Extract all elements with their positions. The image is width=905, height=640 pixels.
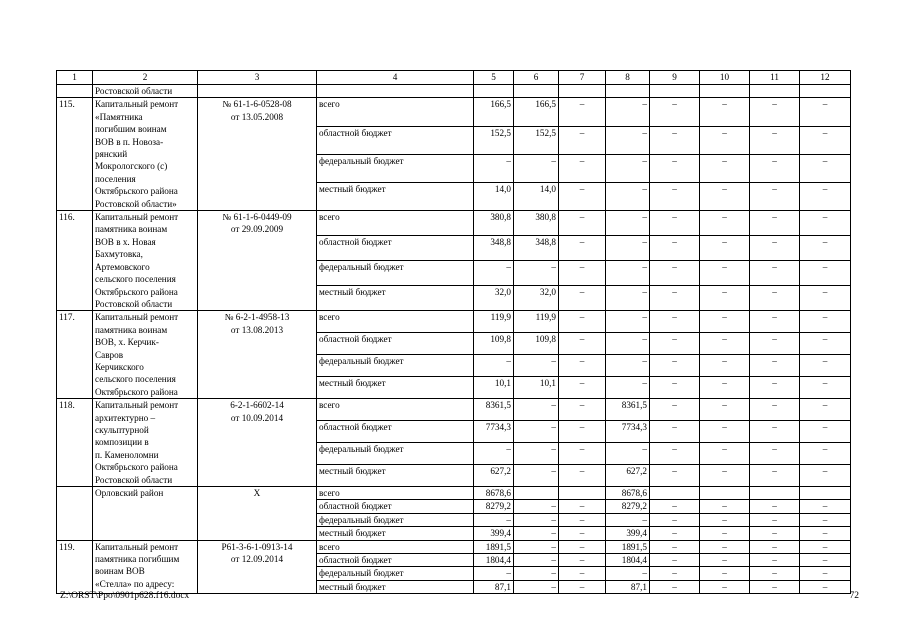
budget-value: 8279,2 <box>606 500 650 513</box>
budget-value: – <box>650 377 700 399</box>
budget-value: – <box>559 465 606 487</box>
budget-value: – <box>559 443 606 465</box>
column-header: 12 <box>800 71 851 85</box>
budget-value: – <box>559 333 606 355</box>
budget-value: 627,2 <box>474 465 514 487</box>
budget-value: 166,5 <box>474 98 514 126</box>
budget-value: – <box>650 421 700 443</box>
budget-value: 348,8 <box>514 236 559 261</box>
budget-value: – <box>800 98 851 126</box>
budget-value: – <box>800 126 851 154</box>
budget-value: – <box>514 554 559 567</box>
budget-value: – <box>606 377 650 399</box>
budget-value: – <box>559 399 606 421</box>
budget-value: – <box>750 211 800 236</box>
empty-cell <box>700 85 750 98</box>
budget-value: – <box>606 98 650 126</box>
budget-row <box>57 211 851 236</box>
budget-value: – <box>606 513 650 526</box>
budget-value: 380,8 <box>474 211 514 236</box>
budget-value: – <box>800 443 851 465</box>
budget-value: – <box>800 399 851 421</box>
budget-value: 1891,5 <box>606 540 650 553</box>
budget-value: – <box>750 98 800 126</box>
column-header: 11 <box>750 71 800 85</box>
budget-row <box>57 98 851 126</box>
budget-value: – <box>606 311 650 333</box>
object-name: Капитальный ремонт памятника воинам ВОВ, х. Керчик- Савров Керчикского сельского поселения Октябрьского района <box>93 311 198 399</box>
budget-value <box>650 487 700 500</box>
budget-value: 1804,4 <box>474 554 514 567</box>
budget-source-label: всего <box>317 311 474 333</box>
budget-value: – <box>559 154 606 182</box>
budget-value: – <box>800 236 851 261</box>
budget-value: – <box>650 355 700 377</box>
budget-value: – <box>750 567 800 580</box>
budget-value: – <box>514 261 559 286</box>
budget-value: – <box>700 182 750 210</box>
budget-value: – <box>559 182 606 210</box>
empty-cell <box>650 85 700 98</box>
budget-value: – <box>514 443 559 465</box>
budget-value: – <box>650 443 700 465</box>
budget-value: 1891,5 <box>474 540 514 553</box>
budget-table <box>56 70 851 594</box>
document-ref: № 61-1-6-0528-08 от 13.05.2008 <box>198 98 317 211</box>
budget-value: – <box>474 513 514 526</box>
budget-source-label: всего <box>317 399 474 421</box>
budget-value <box>700 487 750 500</box>
table-body <box>57 71 851 594</box>
budget-value: – <box>650 311 700 333</box>
budget-value: – <box>514 580 559 593</box>
budget-value: – <box>474 443 514 465</box>
budget-value: – <box>750 399 800 421</box>
empty-cell <box>606 85 650 98</box>
budget-value: 32,0 <box>474 286 514 311</box>
budget-value: – <box>559 126 606 154</box>
budget-value: – <box>800 540 851 553</box>
document-ref: № 6-2-1-4958-13 от 13.08.2013 <box>198 311 317 399</box>
budget-value: – <box>800 513 851 526</box>
budget-value: 152,5 <box>514 126 559 154</box>
budget-source-label: федеральный бюджет <box>317 154 474 182</box>
budget-value: – <box>650 540 700 553</box>
budget-source-label: местный бюджет <box>317 580 474 593</box>
budget-value: 8678,6 <box>474 487 514 500</box>
budget-source-label: всего <box>317 487 474 500</box>
column-header: 8 <box>606 71 650 85</box>
budget-value: – <box>700 211 750 236</box>
budget-source-label: местный бюджет <box>317 465 474 487</box>
budget-value: – <box>474 355 514 377</box>
budget-value: – <box>559 98 606 126</box>
budget-value: – <box>800 355 851 377</box>
budget-value: – <box>800 554 851 567</box>
budget-value <box>800 487 851 500</box>
budget-value: – <box>750 377 800 399</box>
budget-value: – <box>559 311 606 333</box>
budget-value: 109,8 <box>474 333 514 355</box>
empty-cell <box>317 85 474 98</box>
budget-value: – <box>650 513 700 526</box>
budget-source-label: федеральный бюджет <box>317 443 474 465</box>
budget-source-label: областной бюджет <box>317 554 474 567</box>
budget-value: – <box>559 421 606 443</box>
budget-value: 119,9 <box>474 311 514 333</box>
object-name: Орловский район <box>93 487 198 541</box>
budget-value: – <box>606 355 650 377</box>
budget-value: – <box>700 261 750 286</box>
budget-value: – <box>750 540 800 553</box>
budget-value: – <box>650 500 700 513</box>
column-header: 6 <box>514 71 559 85</box>
budget-source-label: местный бюджет <box>317 286 474 311</box>
budget-value: – <box>606 211 650 236</box>
budget-value: 87,1 <box>606 580 650 593</box>
budget-value: 10,1 <box>474 377 514 399</box>
budget-value: – <box>700 355 750 377</box>
budget-value: – <box>559 580 606 593</box>
budget-value: – <box>750 513 800 526</box>
budget-value: – <box>700 236 750 261</box>
budget-value: – <box>750 527 800 540</box>
budget-value: – <box>474 261 514 286</box>
budget-value: – <box>750 421 800 443</box>
budget-value: – <box>700 513 750 526</box>
budget-value: – <box>650 286 700 311</box>
empty-cell <box>198 85 317 98</box>
budget-value: – <box>700 540 750 553</box>
budget-source-label: местный бюджет <box>317 182 474 210</box>
budget-value <box>559 487 606 500</box>
file-path: Z:\ORST\Ppo\0901p628.f16.docx <box>60 591 190 601</box>
continuation-text: Ростовской области <box>93 85 198 98</box>
budget-value: 87,1 <box>474 580 514 593</box>
budget-value: – <box>800 527 851 540</box>
budget-value: – <box>559 513 606 526</box>
object-name: Капитальный ремонт памятника погибшим воинам ВОВ «Стелла» по адресу: <box>93 540 198 594</box>
budget-value: – <box>559 355 606 377</box>
budget-value: – <box>800 154 851 182</box>
budget-value: – <box>700 554 750 567</box>
budget-value: – <box>750 465 800 487</box>
budget-value: – <box>700 311 750 333</box>
budget-value: – <box>700 443 750 465</box>
budget-value: – <box>750 261 800 286</box>
budget-value: – <box>700 377 750 399</box>
budget-value: – <box>800 333 851 355</box>
budget-value: – <box>700 98 750 126</box>
budget-value: – <box>650 580 700 593</box>
budget-value: – <box>559 500 606 513</box>
budget-value: 380,8 <box>514 211 559 236</box>
budget-value: – <box>750 500 800 513</box>
budget-value: 7734,3 <box>606 421 650 443</box>
budget-value: 8361,5 <box>474 399 514 421</box>
document-ref: Х <box>198 487 317 541</box>
object-name: Капитальный ремонт архитектурно – скульптурной композиции в п. Каменоломни Октябрьского района Ростовской области <box>93 399 198 487</box>
budget-value: – <box>750 311 800 333</box>
budget-value: – <box>606 154 650 182</box>
document-ref: № 61-1-6-0449-09 от 29.09.2009 <box>198 211 317 311</box>
budget-value: – <box>700 567 750 580</box>
column-header: 5 <box>474 71 514 85</box>
budget-value: – <box>514 567 559 580</box>
budget-value: 7734,3 <box>474 421 514 443</box>
budget-value: – <box>650 211 700 236</box>
object-name: Капитальный ремонт «Памятника погибшим воинам ВОВ в п. Новоза- рянский Мокрологского (с) поселения Октябрьского района Ростовской области» <box>93 98 198 211</box>
empty-cell <box>514 85 559 98</box>
budget-value: – <box>650 154 700 182</box>
entry-number: 116. <box>57 211 93 311</box>
budget-value: – <box>800 311 851 333</box>
budget-source-label: областной бюджет <box>317 236 474 261</box>
budget-value: – <box>700 465 750 487</box>
budget-value: – <box>650 261 700 286</box>
budget-value: – <box>650 333 700 355</box>
continuation-row <box>57 85 851 98</box>
budget-value: – <box>800 421 851 443</box>
budget-value: 14,0 <box>514 182 559 210</box>
budget-value: 1804,4 <box>606 554 650 567</box>
budget-value: 399,4 <box>474 527 514 540</box>
budget-value: – <box>750 333 800 355</box>
budget-source-label: всего <box>317 540 474 553</box>
budget-value: 119,9 <box>514 311 559 333</box>
budget-value: – <box>606 443 650 465</box>
budget-value: – <box>700 500 750 513</box>
empty-cell <box>559 85 606 98</box>
empty-cell <box>800 85 851 98</box>
empty-cell <box>474 85 514 98</box>
budget-value: 8361,5 <box>606 399 650 421</box>
document-ref: Р61-3-6-1-0913-14 от 12.09.2014 <box>198 540 317 594</box>
budget-value: – <box>800 211 851 236</box>
budget-value: – <box>700 333 750 355</box>
empty-cell <box>750 85 800 98</box>
budget-value: – <box>750 182 800 210</box>
budget-value: – <box>700 421 750 443</box>
budget-value: – <box>800 567 851 580</box>
budget-value: – <box>750 554 800 567</box>
budget-value: – <box>559 540 606 553</box>
budget-source-label: областной бюджет <box>317 421 474 443</box>
budget-value: 627,2 <box>606 465 650 487</box>
budget-value: – <box>514 465 559 487</box>
budget-value: – <box>606 333 650 355</box>
budget-value: – <box>650 554 700 567</box>
budget-value: 10,1 <box>514 377 559 399</box>
budget-row <box>57 487 851 500</box>
budget-value: – <box>750 443 800 465</box>
budget-value: 348,8 <box>474 236 514 261</box>
budget-value: 399,4 <box>606 527 650 540</box>
budget-value: – <box>800 465 851 487</box>
budget-value: – <box>474 154 514 182</box>
budget-value: – <box>559 567 606 580</box>
budget-value: – <box>700 286 750 311</box>
budget-value: – <box>750 286 800 311</box>
budget-row <box>57 540 851 553</box>
budget-value: 8678,6 <box>606 487 650 500</box>
number-cell <box>57 85 93 98</box>
budget-value: – <box>650 465 700 487</box>
header-row <box>57 71 851 85</box>
budget-value: – <box>514 527 559 540</box>
budget-value: – <box>700 527 750 540</box>
column-header: 7 <box>559 71 606 85</box>
budget-value: 8279,2 <box>474 500 514 513</box>
document-ref: 6-2-1-6602-14 от 10.09.2014 <box>198 399 317 487</box>
column-header: 9 <box>650 71 700 85</box>
entry-number: 117. <box>57 311 93 399</box>
budget-value: – <box>559 286 606 311</box>
budget-value: – <box>514 154 559 182</box>
budget-value: – <box>650 527 700 540</box>
budget-value: – <box>650 399 700 421</box>
budget-value: – <box>700 399 750 421</box>
budget-value: – <box>514 513 559 526</box>
budget-value: 14,0 <box>474 182 514 210</box>
budget-value: – <box>800 286 851 311</box>
budget-value: 109,8 <box>514 333 559 355</box>
budget-value <box>514 487 559 500</box>
budget-source-label: областной бюджет <box>317 126 474 154</box>
budget-source-label: федеральный бюджет <box>317 513 474 526</box>
budget-value: – <box>650 98 700 126</box>
budget-value <box>750 487 800 500</box>
budget-value: – <box>650 182 700 210</box>
entry-number: 118. <box>57 399 93 487</box>
budget-value: – <box>559 236 606 261</box>
budget-source-label: всего <box>317 98 474 126</box>
budget-value: – <box>800 182 851 210</box>
budget-value: – <box>750 355 800 377</box>
budget-value: – <box>606 286 650 311</box>
budget-value: – <box>606 236 650 261</box>
budget-source-label: федеральный бюджет <box>317 567 474 580</box>
budget-value: – <box>514 355 559 377</box>
budget-value: – <box>559 527 606 540</box>
budget-value: – <box>750 154 800 182</box>
budget-value: – <box>606 261 650 286</box>
budget-value: – <box>700 580 750 593</box>
page-number: 72 <box>849 591 859 601</box>
budget-value: – <box>606 126 650 154</box>
column-header: 2 <box>93 71 198 85</box>
budget-value: – <box>800 500 851 513</box>
budget-value: – <box>514 421 559 443</box>
budget-value: – <box>514 500 559 513</box>
budget-row <box>57 399 851 421</box>
budget-value: – <box>800 261 851 286</box>
budget-source-label: всего <box>317 211 474 236</box>
budget-value: 152,5 <box>474 126 514 154</box>
budget-value: – <box>606 567 650 580</box>
budget-value: – <box>559 261 606 286</box>
budget-source-label: федеральный бюджет <box>317 261 474 286</box>
budget-value: – <box>750 580 800 593</box>
object-name: Капитальный ремонт памятника воинам ВОВ в х. Новая Бахмутовка, Артемовского сельского поселения Октябрьского района Ростовской области <box>93 211 198 311</box>
entry-number: 115. <box>57 98 93 211</box>
entry-number <box>57 487 93 541</box>
budget-value: – <box>650 126 700 154</box>
budget-value: – <box>800 580 851 593</box>
budget-value: – <box>800 377 851 399</box>
budget-value: – <box>750 126 800 154</box>
budget-source-label: местный бюджет <box>317 377 474 399</box>
budget-value: – <box>750 236 800 261</box>
budget-value: – <box>514 540 559 553</box>
budget-source-label: местный бюджет <box>317 527 474 540</box>
column-header: 4 <box>317 71 474 85</box>
budget-value: – <box>559 377 606 399</box>
column-header: 10 <box>700 71 750 85</box>
budget-source-label: областной бюджет <box>317 500 474 513</box>
budget-value: – <box>474 567 514 580</box>
budget-value: – <box>700 126 750 154</box>
column-header: 1 <box>57 71 93 85</box>
budget-value: 166,5 <box>514 98 559 126</box>
budget-value: – <box>700 154 750 182</box>
budget-value: – <box>606 182 650 210</box>
budget-value: 32,0 <box>514 286 559 311</box>
budget-source-label: федеральный бюджет <box>317 355 474 377</box>
budget-value: – <box>650 236 700 261</box>
budget-value: – <box>559 554 606 567</box>
budget-value: – <box>514 399 559 421</box>
budget-value: – <box>650 567 700 580</box>
budget-row <box>57 311 851 333</box>
budget-value: – <box>559 211 606 236</box>
column-header: 3 <box>198 71 317 85</box>
budget-source-label: областной бюджет <box>317 333 474 355</box>
entry-number: 119. <box>57 540 93 594</box>
